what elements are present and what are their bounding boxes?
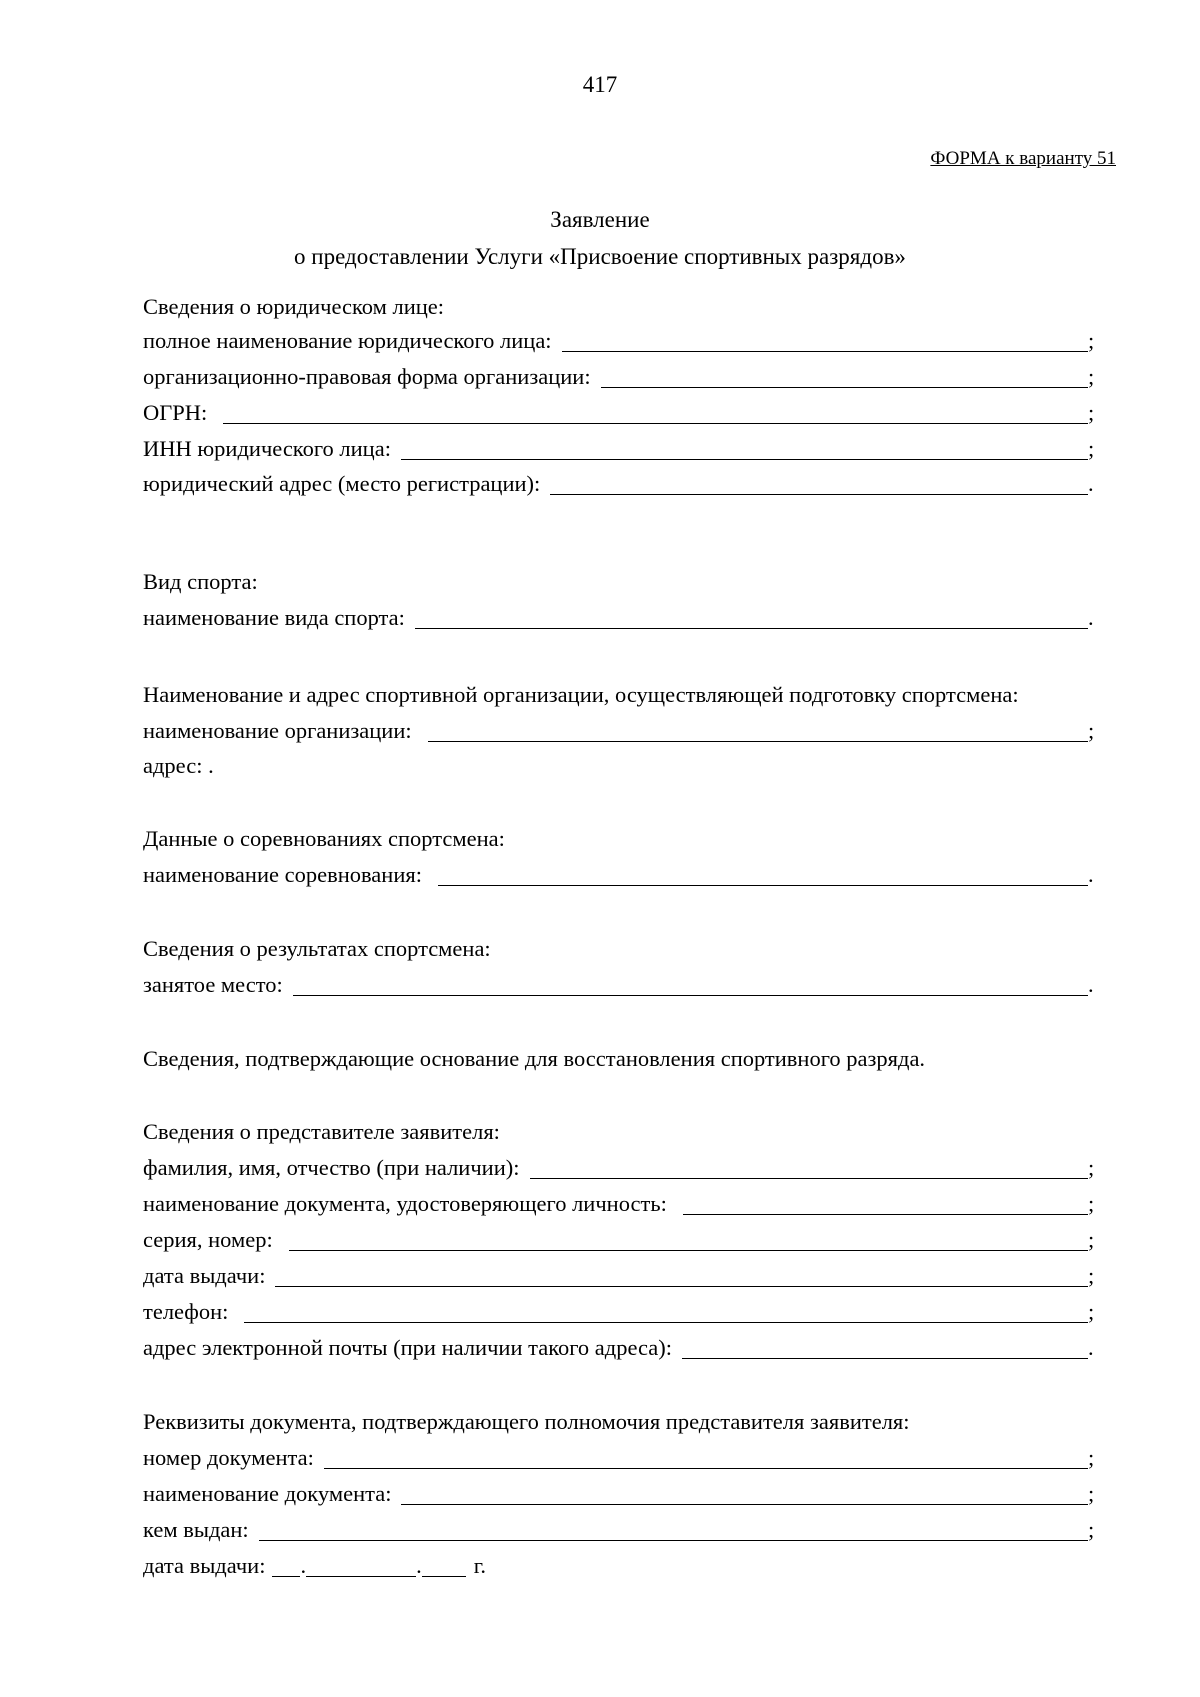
authority-issue-date-label: дата выдачи:	[143, 1553, 266, 1578]
row-end-mark: ;	[1088, 1155, 1095, 1180]
place-field[interactable]	[293, 973, 1088, 996]
series-number-row	[143, 1225, 1098, 1255]
representative-fio-row	[143, 1153, 1098, 1183]
representative-issue-date-label: дата выдачи:	[143, 1263, 266, 1288]
day-field[interactable]	[272, 1554, 300, 1577]
series-number-label: серия, номер:	[143, 1227, 273, 1252]
issued-by-row	[143, 1515, 1098, 1545]
row-end-mark: ;	[1088, 1481, 1095, 1506]
representative-issue-date-row	[143, 1261, 1098, 1291]
representative-fio-label: фамилия, имя, отчество (при наличии):	[143, 1155, 520, 1180]
row-end-mark: ;	[1088, 364, 1095, 389]
authority-doc-heading: Реквизиты документа, подтверждающего полномочия представителя заявителя:	[143, 1409, 910, 1434]
row-end-mark: ;	[1088, 1299, 1095, 1324]
representative-fio-field[interactable]	[530, 1156, 1089, 1179]
doc-number-row	[143, 1443, 1098, 1473]
legal-org-form-row	[143, 362, 1098, 392]
place-row	[143, 970, 1098, 1000]
organization-heading: Наименование и адрес спортивной организации, осуществляющей подготовку спортсмена:	[143, 682, 1019, 707]
inn-label: ИНН юридического лица:	[143, 436, 391, 461]
doc-name-row	[143, 1479, 1098, 1509]
sport-heading: Вид спорта:	[143, 569, 258, 594]
place-label: занятое место:	[143, 972, 283, 997]
month-field[interactable]	[306, 1554, 416, 1577]
legal-address-field[interactable]	[550, 472, 1088, 495]
legal-org-form-field[interactable]	[601, 365, 1088, 388]
row-end-mark: ;	[1088, 718, 1095, 743]
document-title: Заявление	[550, 207, 650, 232]
doc-name-field[interactable]	[401, 1482, 1088, 1505]
restoration-statement: Сведения, подтверждающие основание для восстановления спортивного разряда.	[143, 1046, 926, 1071]
legal-entity-heading: Сведения о юридическом лице:	[143, 294, 445, 319]
representative-heading: Сведения о представителе заявителя:	[143, 1119, 500, 1144]
issued-by-field[interactable]	[259, 1518, 1088, 1541]
row-end-mark: ;	[1088, 1263, 1095, 1288]
year-suffix: г.	[473, 1553, 487, 1578]
doc-name-label: наименование документа:	[143, 1481, 392, 1506]
row-end-mark: ;	[1088, 1445, 1095, 1470]
document-subtitle: о предоставлении Услуги «Присвоение спортивных разрядов»	[294, 244, 906, 269]
competition-name-field[interactable]	[438, 863, 1088, 886]
representative-issue-date-field[interactable]	[275, 1264, 1088, 1287]
id-document-field[interactable]	[683, 1192, 1088, 1215]
page-number: 417	[582, 72, 618, 97]
doc-number-label: номер документа:	[143, 1445, 314, 1470]
inn-field[interactable]	[401, 437, 1088, 460]
row-end-mark: .	[1088, 972, 1094, 997]
authority-issue-date-row	[143, 1551, 486, 1581]
inn-row	[143, 434, 1098, 464]
row-end-mark: .	[1088, 862, 1094, 887]
sport-name-field[interactable]	[415, 606, 1088, 629]
ogrn-label: ОГРН:	[143, 400, 208, 425]
row-end-mark: ;	[1088, 328, 1095, 353]
competition-name-label: наименование соревнования:	[143, 862, 422, 887]
row-end-mark: .	[1088, 1335, 1094, 1360]
legal-full-name-field[interactable]	[562, 329, 1088, 352]
legal-full-name-row	[143, 326, 1098, 356]
row-end-mark: ;	[1088, 400, 1095, 425]
phone-label: телефон:	[143, 1299, 229, 1324]
competition-name-row	[143, 860, 1098, 890]
email-label: адрес электронной почты (при наличии такого адреса):	[143, 1335, 673, 1360]
email-row	[143, 1333, 1098, 1363]
legal-full-name-label: полное наименование юридического лица:	[143, 328, 552, 353]
row-end-mark: ;	[1088, 436, 1095, 461]
doc-number-field[interactable]	[324, 1446, 1088, 1469]
legal-address-row	[143, 469, 1098, 499]
competitions-heading: Данные о соревнованиях спортсмена:	[143, 826, 505, 851]
organization-name-row	[143, 716, 1098, 746]
email-field[interactable]	[682, 1336, 1088, 1359]
issued-by-label: кем выдан:	[143, 1517, 249, 1542]
id-document-label: наименование документа, удостоверяющего личность:	[143, 1191, 667, 1216]
results-heading: Сведения о результатах спортсмена:	[143, 936, 491, 961]
row-end-mark: ;	[1088, 1517, 1095, 1542]
legal-address-label: юридический адрес (место регистрации):	[143, 471, 541, 496]
series-number-field[interactable]	[289, 1228, 1088, 1251]
ogrn-field[interactable]	[223, 401, 1088, 424]
row-end-mark: ;	[1088, 1227, 1095, 1252]
phone-row	[143, 1297, 1098, 1327]
row-end-mark: .	[1088, 605, 1094, 630]
date-separator: .	[300, 1553, 307, 1578]
legal-org-form-label: организационно-правовая форма организации:	[143, 364, 591, 389]
phone-field[interactable]	[244, 1300, 1088, 1323]
id-document-row	[143, 1189, 1098, 1219]
organization-address: адрес: .	[143, 753, 214, 778]
organization-name-field[interactable]	[428, 719, 1088, 742]
date-separator: .	[416, 1553, 422, 1578]
ogrn-row	[143, 398, 1098, 428]
sport-name-label: наименование вида спорта:	[143, 605, 405, 630]
sport-name-row	[143, 603, 1098, 633]
row-end-mark: ;	[1088, 1191, 1095, 1216]
organization-name-label: наименование организации:	[143, 718, 412, 743]
year-field[interactable]	[422, 1554, 466, 1577]
form-reference: ФОРМА к варианту 51	[930, 148, 1116, 169]
row-end-mark: .	[1088, 471, 1094, 496]
